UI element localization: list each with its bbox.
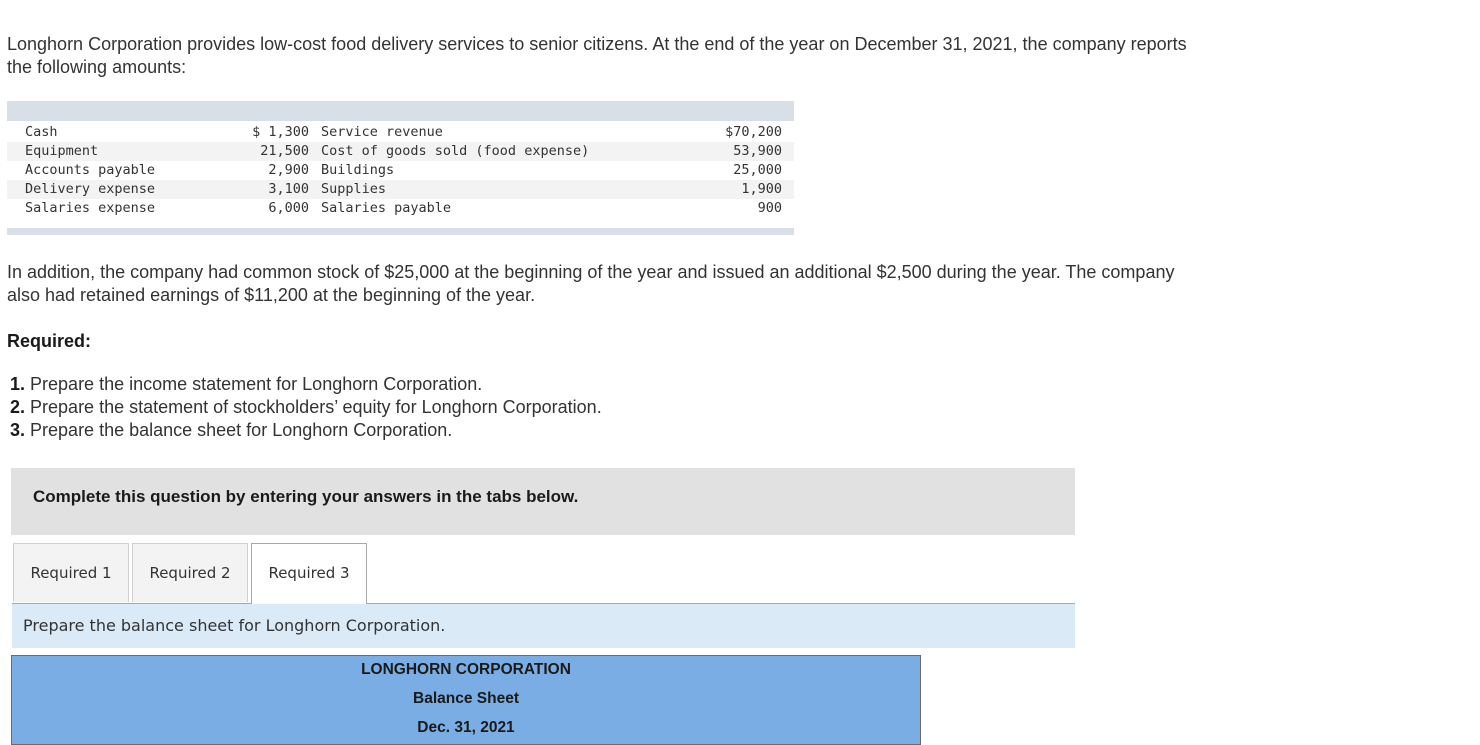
account-label: Delivery expense <box>7 180 207 199</box>
account-label: Supplies <box>309 180 641 199</box>
tab-bar <box>12 543 1075 604</box>
account-value: 6,000 <box>268 200 309 216</box>
account-label: Equipment <box>7 142 207 161</box>
table-row <box>7 123 794 142</box>
company-name: LONGHORN CORPORATION <box>361 661 571 678</box>
item-number: 3. <box>10 420 26 440</box>
item-text: Prepare the income statement for Longhorn Corporation. <box>30 374 483 394</box>
account-label: Buildings <box>321 162 395 178</box>
table-row <box>7 161 794 180</box>
statement-title: Balance Sheet <box>413 690 519 707</box>
statement-date: Dec. 31, 2021 <box>417 719 515 736</box>
account-value: 25,000 <box>733 162 782 178</box>
account-value: 3,100 <box>207 180 309 199</box>
problem-intro: Longhorn Corporation provides low-cost food delivery services to senior citizens. At the end of the year on December 31, 2021, the company reports the following amounts: <box>7 34 1187 77</box>
tab-required-1[interactable]: Required 1 <box>13 543 129 602</box>
item-text: Prepare the statement of stockholders’ equity for Longhorn Corporation. <box>30 397 602 417</box>
account-label: Cost of goods sold (food expense) <box>309 142 641 161</box>
account-value: 53,900 <box>641 142 794 161</box>
tab-required-2[interactable]: Required 2 <box>132 543 248 602</box>
balance-sheet-header <box>11 655 921 745</box>
account-value: 1,900 <box>641 180 794 199</box>
account-label: Salaries payable <box>321 200 452 216</box>
list-item <box>10 373 602 396</box>
list-item <box>10 419 602 442</box>
table-row <box>7 199 794 218</box>
account-value: 900 <box>757 200 782 216</box>
account-label: Cash <box>25 124 58 140</box>
tab-required-3[interactable]: Required 3 <box>251 543 367 604</box>
account-value: 2,900 <box>268 162 309 178</box>
item-number: 1. <box>10 374 26 394</box>
amounts-table <box>7 101 794 235</box>
account-label: Accounts payable <box>25 162 156 178</box>
account-value: $70,200 <box>725 124 782 140</box>
table-row <box>7 142 794 161</box>
item-text: Prepare the balance sheet for Longhorn Corporation. <box>30 420 453 440</box>
tab-prompt: Prepare the balance sheet for Longhorn Corporation. <box>12 604 1075 648</box>
required-heading: Required: <box>7 331 92 351</box>
table-row <box>7 180 794 199</box>
item-number: 2. <box>10 397 26 417</box>
additional-info: In addition, the company had common stock of $25,000 at the beginning of the year and issued an additional $2,500 during the year. The company also had retained earnings of $11,200 at the beginning of the year. <box>7 262 1175 305</box>
account-value: 21,500 <box>207 142 309 161</box>
required-list <box>10 373 602 442</box>
list-item <box>10 396 602 419</box>
account-value: $ 1,300 <box>252 124 309 140</box>
account-label: Salaries expense <box>25 200 156 216</box>
instructions-banner: Complete this question by entering your answers in the tabs below. <box>11 468 1075 535</box>
account-label: Service revenue <box>321 124 443 140</box>
